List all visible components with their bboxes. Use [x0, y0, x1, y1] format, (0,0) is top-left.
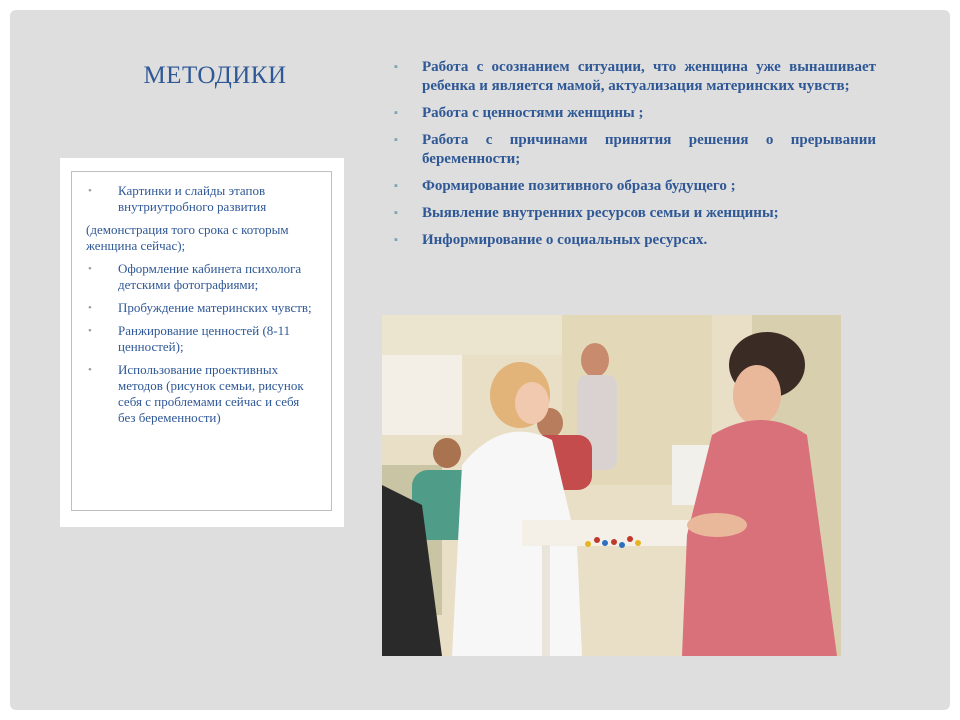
list-item-text: Информирование о социальных ресурсах.	[422, 232, 708, 248]
square-bullet-icon: ▪	[394, 107, 398, 119]
square-bullet-icon: ▪	[394, 61, 398, 73]
bullet-icon: •	[88, 302, 92, 314]
list-item-text: (демонстрация того срока с которым женщина сейчас);	[86, 222, 289, 253]
list-item	[394, 58, 876, 96]
list-item	[394, 231, 876, 250]
list-item-text: Использование проективных методов (рисунок семьи, рисунок себя с проблемами сейчас и себя без беременности)	[118, 362, 304, 425]
list-item-text: Формирование позитивного образа будущего ;	[422, 178, 736, 194]
bullet-icon: •	[88, 325, 92, 337]
list-item	[78, 261, 318, 293]
list-item-text: Ранжирование ценностей (8-11 ценностей);	[118, 323, 291, 354]
methods-list	[78, 183, 318, 433]
list-item	[78, 222, 318, 254]
bullet-icon: •	[88, 263, 92, 275]
list-item-text: Работа с причинами принятия решения о прерывании беременности;	[422, 132, 876, 167]
list-item-text: Работа с ценностями женщины ;	[422, 105, 644, 121]
list-item	[78, 300, 318, 316]
square-bullet-icon: ▪	[394, 134, 398, 146]
list-item	[394, 177, 876, 196]
list-item-text: Выявление внутренних ресурсов семьи и женщины;	[422, 205, 779, 221]
bullet-icon: •	[88, 364, 92, 376]
list-item	[394, 104, 876, 123]
list-item-text: Пробуждение материнских чувств;	[118, 300, 312, 315]
list-item-text: Картинки и слайды этапов внутриутробного развития	[118, 183, 267, 214]
square-bullet-icon: ▪	[394, 234, 398, 246]
bullet-icon: •	[88, 185, 92, 197]
work-directions-list	[394, 58, 876, 258]
list-item	[78, 323, 318, 355]
list-item	[394, 204, 876, 223]
list-item	[394, 131, 876, 169]
slide-title: МЕТОДИКИ	[143, 62, 287, 89]
square-bullet-icon: ▪	[394, 207, 398, 219]
consultation-photo	[382, 315, 841, 656]
list-item-text: Оформление кабинета психолога детскими фотографиями;	[118, 261, 302, 292]
list-item	[78, 183, 318, 215]
list-item	[78, 362, 318, 426]
list-item-text: Работа с осознанием ситуации, что женщина уже вынашивает ребенка и является мамой, актуализация материнских чувств;	[422, 59, 876, 94]
square-bullet-icon: ▪	[394, 180, 398, 192]
